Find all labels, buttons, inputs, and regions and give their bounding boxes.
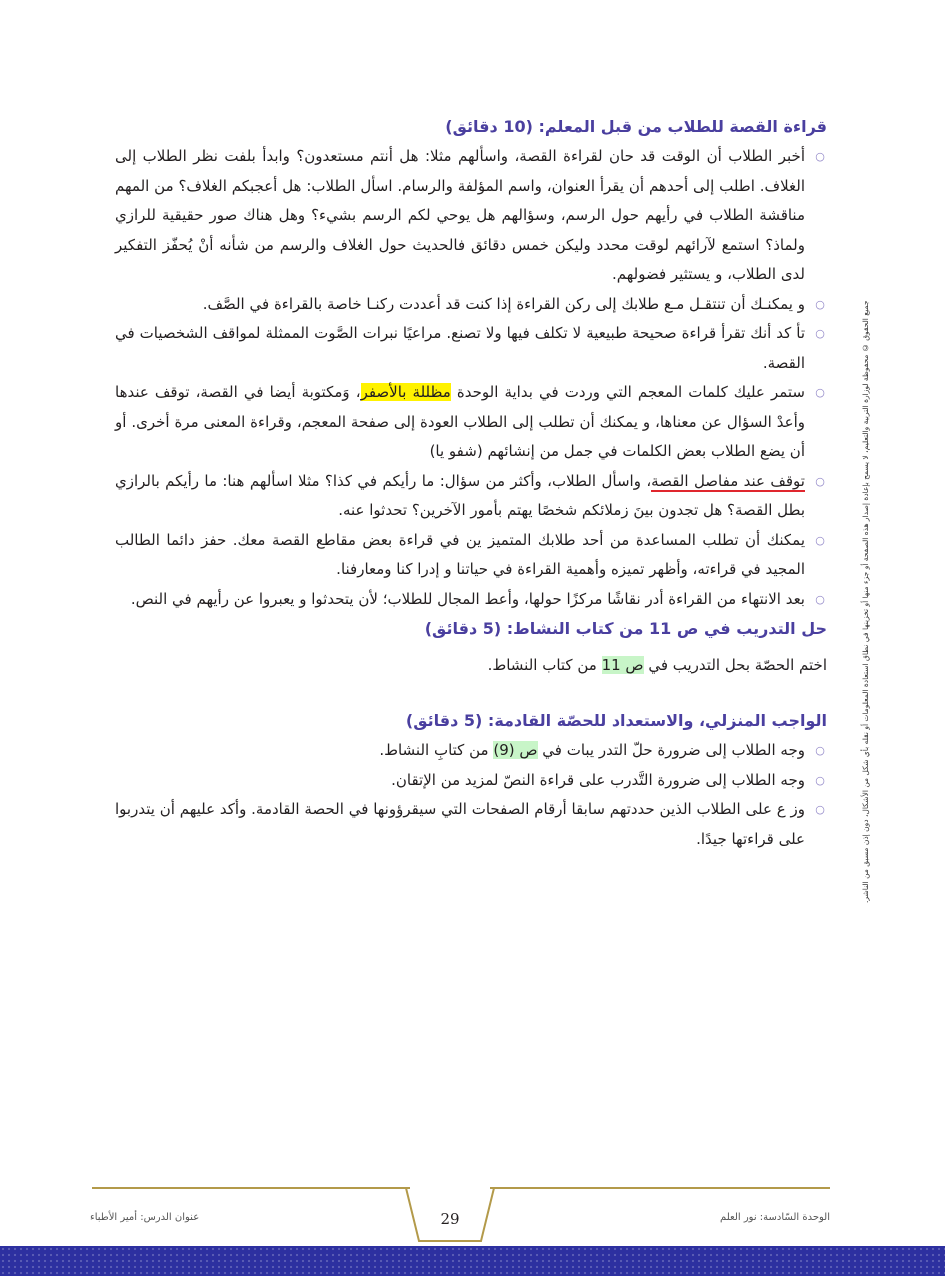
green-highlight: ص 11 — [601, 656, 644, 674]
list-item: ○ ستمر عليك كلمات المعجم التي وردت في بداية الوحدة مظللة بالأصفر، وَمكتوبة أيضا في القصة، توقف عندها وأعدْ السؤال عن معناها، و يمكنك أن تطلب إلى الطلاب العودة إلى صفحة المعجم، وقراءة المعنى مرة أخرى. أو أن يضع الطلاب بعض الكلمات في جمل من إنشائهم (شفو يا) — [115, 378, 827, 467]
section-heading-activity: حل التدريب في ص 11 من كتاب النشاط: (5 دقائق) — [424, 619, 827, 638]
circle-bullet-icon: ○ — [815, 150, 825, 163]
circle-bullet-icon: ○ — [815, 773, 825, 787]
list-item: ○ تأ كد أنك تقرأ قراءة صحيحة طبيعية لا تكلف فيها ولا تصنع. مراعيًا نبرات الصَّوت الممثلة لمواقف الشخصيات في القصة. — [115, 319, 827, 378]
green-highlight: ص (9) — [493, 741, 538, 759]
list-item: ○ أخبر الطلاب أن الوقت قد حان لقراءة القصة، واسألهم مثلا: هل أنتم مستعدون؟ وابدأ بلفت نظر الطلاب إلى الغلاف. اطلب إلى أحدهم أن يقرأ العنوان، واسم المؤلفة والرسام. اسأل الطلاب: هل أعجبكم الغلاف؟ من المهم مناقشة الطلاب في رأيهم حول الرسم، وسؤالهم هل يوحي لكم الرسم بشيء؟ وهل هناك صور حقيقية للرازي ولماذ؟ استمع لآرائهم لوقت محدد وليكن خمس دقائق فالحديث حول الغلاف والرسم من شأنه أنْ يُحفّز التفكير لدى الطلاب، و يستثير فضولهم. — [115, 142, 827, 290]
activity-instruction: اختم الحصّة بحل التدريب في ص 11 من كتاب النشاط. — [487, 656, 827, 674]
footer-unit-title: الوحدة السّادسة: نور العلم — [720, 1212, 830, 1223]
list-item: ○ وز ع على الطلاب الذين حددتهم سابقا أرقام الصفحات التي سيقرؤونها في الحصة القادمة. وأكد عليهم أن يتدربوا على قراءتها جيدًا. — [115, 795, 827, 854]
list-item: ○ وجه الطلاب إلى ضرورة التَّدرب على قراءة النصّ لمزيد من الإتقان. — [115, 766, 827, 796]
red-underline-text: توقف عند مفاصل القصة — [651, 471, 805, 490]
page-number: 29 — [440, 1210, 460, 1228]
story-reading-list — [115, 142, 827, 614]
list-item: ○ و يمكنـك أن تنتقـل مـع طلابك إلى ركن القراءة إذا كنت قد أعددت ركنـا خاصة بالقراءة في الصَّف. — [115, 290, 827, 320]
list-item: ○ يمكنك أن تطلب المساعدة من أحد طلابك المتميز ين في قراءة بعض مقاطع القصة معك. حفز دائما الطالب المجيد في قراءته، وأظهر تميزه وأهمية القراءة في حياتنا و إدرا كنا ومعارفنا. — [115, 526, 827, 585]
list-item: ○ بعد الانتهاء من القراءة أدر نقاشًا مركزًا حولها، وأعط المجال للطلاب؛ لأن يتحدثوا و يعبروا عن رأيهم في النص. — [115, 585, 827, 615]
circle-bullet-icon: ○ — [815, 297, 825, 311]
footer-rule-left — [92, 1187, 410, 1189]
homework-list — [115, 736, 827, 854]
footer-lesson-title: عنوان الدرس: أمير الأطباء — [90, 1212, 200, 1223]
lesson-content — [115, 112, 827, 854]
circle-bullet-icon: ○ — [815, 533, 825, 547]
section-heading-story-reading: قراءة القصة للطلاب من قبل المعلم: (10 دقائق) — [445, 117, 827, 136]
list-item: ○ توقف عند مفاصل القصة، واسأل الطلاب، وأكثر من سؤال: ما رأيكم في كذا؟ مثلا اسألهم هنا: ما رأيكم بالرازي بطل القصة؟ هل تجدون بينَ زملائكم شخصًا يهتم بأمور الآخرين؟ تحدثوا عنه. — [115, 467, 827, 526]
circle-bullet-icon: ○ — [815, 803, 825, 816]
circle-bullet-icon: ○ — [815, 744, 825, 757]
footer-rule-right — [490, 1187, 830, 1189]
circle-bullet-icon: ○ — [815, 327, 825, 340]
circle-bullet-icon: ○ — [815, 474, 825, 488]
circle-bullet-icon: ○ — [815, 592, 825, 606]
yellow-highlight: مظللة بالأصفر — [360, 383, 451, 401]
section-heading-homework: الواجب المنزلي، والاستعداد للحصّة القادمة: (5 دقائق) — [405, 711, 827, 730]
list-item: ○ وجه الطلاب إلى ضرورة حلّ التدر يبات في ص (9) من كتابِ النشاط. — [115, 736, 827, 766]
circle-bullet-icon: ○ — [815, 386, 825, 399]
copyright-note: جميع الحقوق © محفوظة لوزارة التربية والتعليم، لا يسمح بإعادة إصدار هذه الصفحة أو جزء منها أو تخزينها في نطاق استعادة المعلومات أو نقله بأي شكل من الأشكال، دون إذن مسبق من الناشر. — [861, 300, 870, 903]
footer-bar — [0, 1246, 945, 1276]
